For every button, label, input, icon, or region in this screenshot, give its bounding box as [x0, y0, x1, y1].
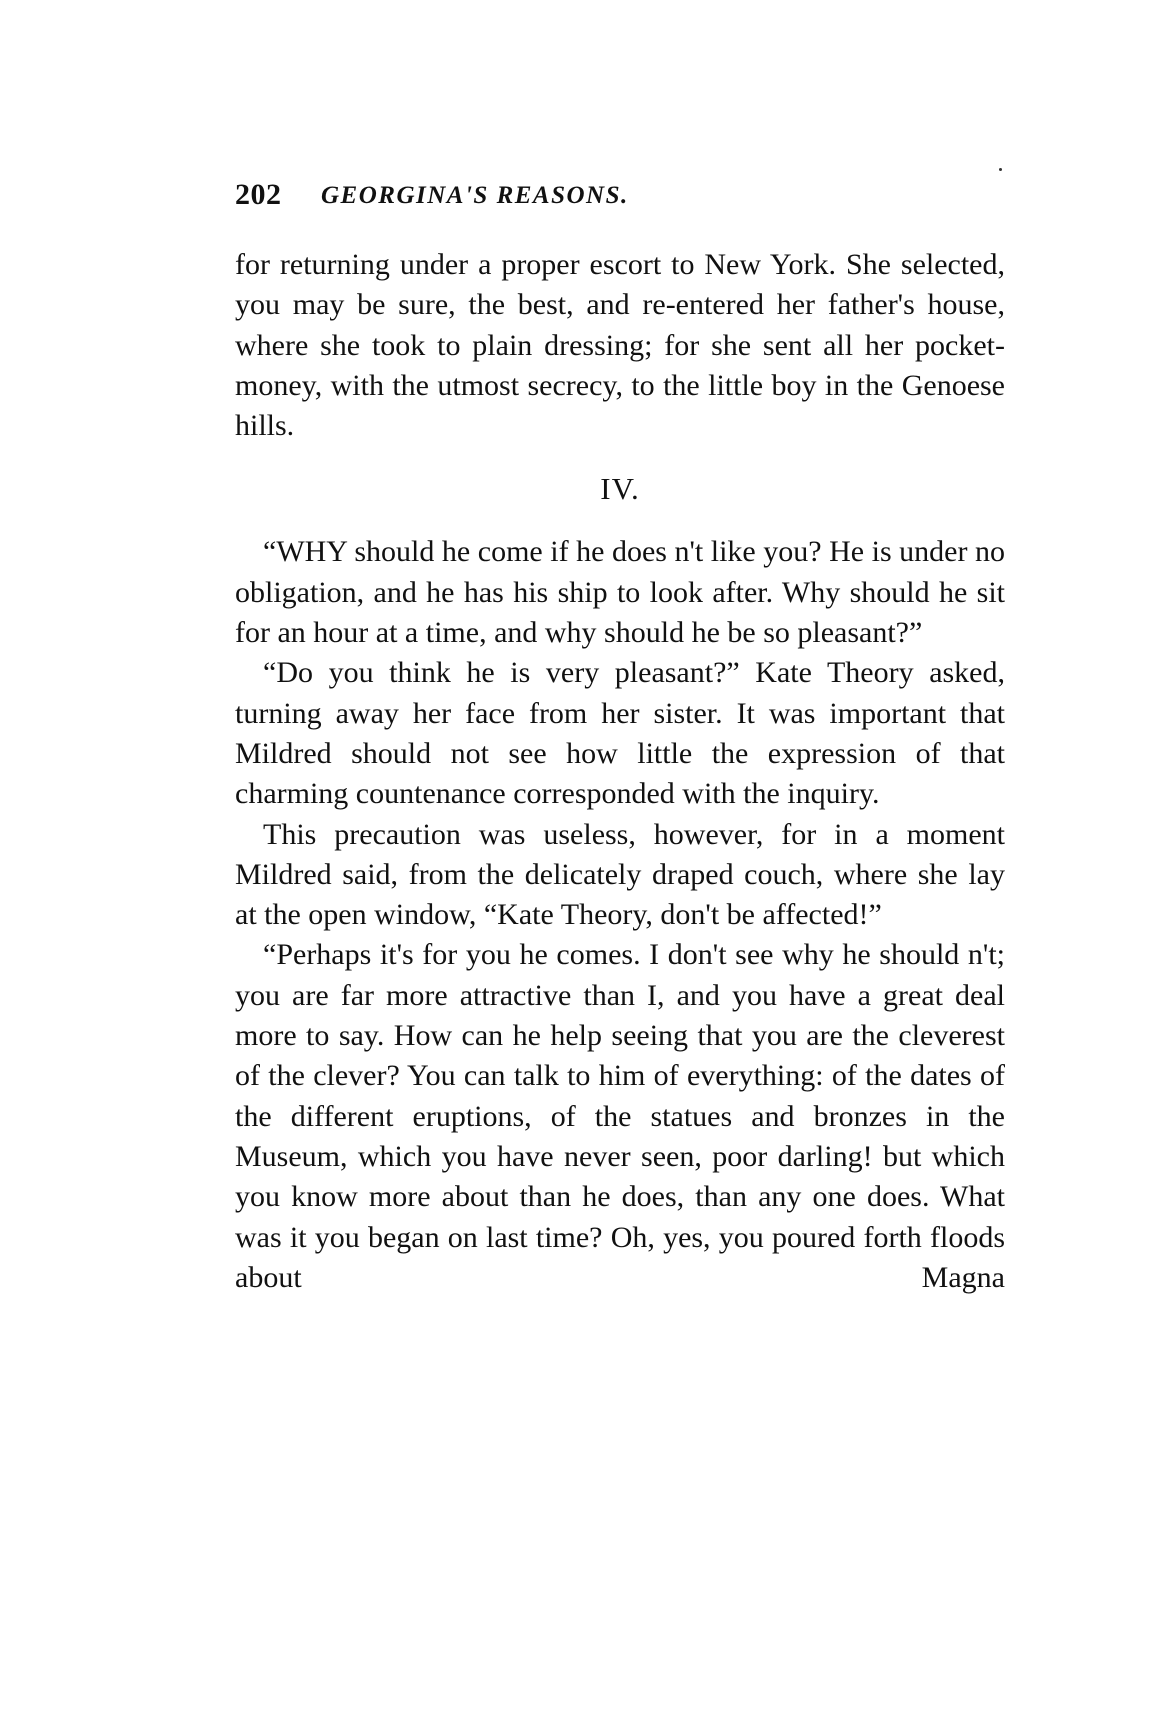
paragraph-dialogue-3: “Perhaps it's for you he comes. I don't see why he should n't; you are far more attractive than I, and you have a great deal more to say. How can he help seeing that you are the cleverest of the clever? You can talk to him of everything: of the dates of the different eruptions, of the statues and bronzes in the Museum, which you have never seen, poor darling! but which you know more about than he does, than any one does. What was it you began on last time? Oh, yes, you poured forth floods about Magna: [235, 938, 1005, 1294]
paragraph-narration: This precaution was useless, however, for in a moment Mildred said, from the delicately draped couch, where she lay at the open window, “Kate Theory, don't be affected!”: [235, 817, 1005, 932]
running-title: GEORGINA'S REASONS.: [321, 182, 629, 209]
page-number: 202: [235, 178, 282, 211]
section-heading: IV.: [600, 471, 640, 507]
print-speck: [999, 168, 1002, 171]
page-header: [235, 178, 1015, 218]
body-text: [235, 245, 1005, 1298]
paragraph-dialogue-1: “WHY should he come if he does n't like you? He is under no obligation, and he has his ship to look after. Why should he sit for an hour at a time, and why should he be so pleasant?”: [235, 535, 1005, 650]
paragraph-dialogue-2: “Do you think he is very pleasant?” Kate Theory asked, turning away her face from her sister. It was important that Mildred should not see how little the expression of that charming countenance corresponded with the inquiry.: [235, 656, 1005, 811]
paragraph-continuation: for returning under a proper escort to New York. She selected, you may be sure, the best, and re-entered her father's house, where she took to plain dressing; for she sent all her pocket-money, with the utmost secrecy, to the little boy in the Genoese hills.: [235, 248, 1005, 443]
